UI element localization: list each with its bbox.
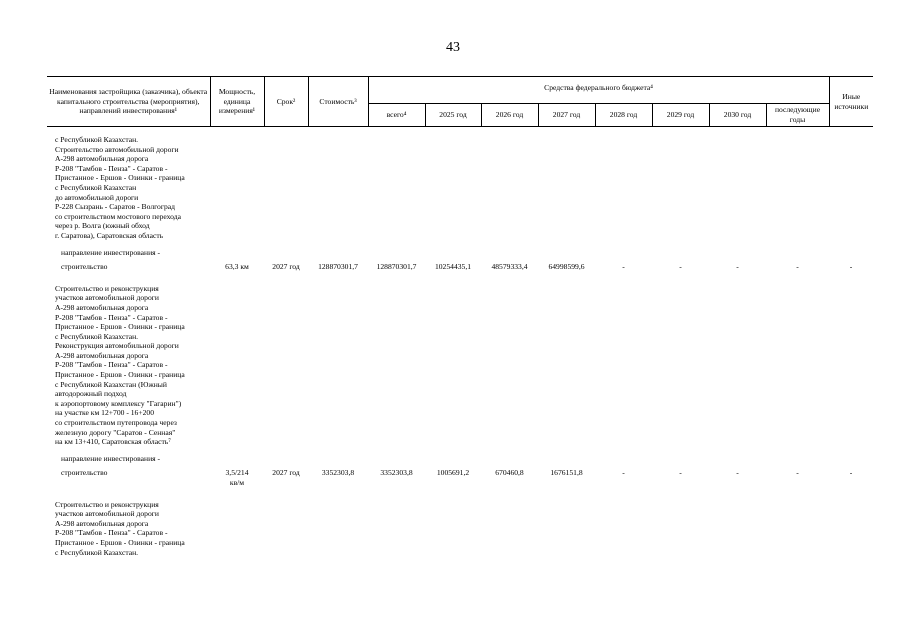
value-2026: 670460,8 bbox=[495, 468, 524, 478]
header-term: Срок² bbox=[264, 77, 308, 127]
header-2028: 2028 год bbox=[595, 104, 652, 127]
header-later-years: последующие годы bbox=[766, 104, 829, 127]
header-total: всего⁴ bbox=[368, 104, 425, 127]
investment-direction: направление инвестирования - bbox=[61, 247, 161, 257]
header-name: Наименования застройщика (заказчика), объекта капитального строительства (мероприятия), направлений инвестирования¹ bbox=[47, 77, 210, 127]
header-2025: 2025 год bbox=[425, 104, 481, 127]
header-2026: 2026 год bbox=[481, 104, 538, 127]
header-2027: 2027 год bbox=[538, 104, 595, 127]
value-2027: 1676151,8 bbox=[550, 468, 583, 478]
term-value: 2027 год bbox=[272, 262, 300, 272]
value-2025: 1005691,2 bbox=[436, 468, 470, 478]
value-later: - bbox=[796, 262, 799, 272]
header-capacity: Мощность, единица измерения¹ bbox=[210, 77, 264, 127]
object-name: с Республикой Казахстан. Строительство автомобильной дороги А-298 автомобильная дорога Р-208 "Тамбов - Пенза" - Саратов - Пристанное - Ершов - Озинки - граница с Республикой Казахстан до автомобильной дороги Р-228 Сызрань - Саратов - Волгоград со строительством мостового перехода через р. Волга (южный обход г. Саратова), Саратовская область bbox=[55, 135, 185, 240]
investment-table bbox=[47, 76, 873, 557]
cost-value: 128870301,7 bbox=[318, 262, 358, 272]
value-later: - bbox=[796, 468, 799, 478]
header-other-sources: Иные источники bbox=[829, 77, 873, 127]
value-2028: - bbox=[622, 468, 625, 478]
table-row bbox=[47, 135, 873, 241]
table-row bbox=[47, 500, 873, 558]
value-2030: - bbox=[736, 262, 739, 272]
total-value: 128870301,7 bbox=[376, 262, 417, 272]
header-federal-budget: Средства федерального бюджета⁴ bbox=[368, 77, 829, 104]
value-2026: 48579333,4 bbox=[491, 262, 528, 272]
object-name: Строительство и реконструкция участков автомобильной дороги А-298 автомобильная дорога Р-208 "Тамбов - Пенза" - Саратов - Пристанное - Ершов - Озинки - граница с Республикой Казахстан. bbox=[55, 499, 185, 557]
header-2030: 2030 год bbox=[709, 104, 766, 127]
table-row bbox=[47, 257, 873, 272]
capacity-value: 63,3 км bbox=[225, 262, 249, 272]
header-2029: 2029 год bbox=[652, 104, 709, 127]
value-2029: - bbox=[679, 262, 682, 272]
table-row bbox=[47, 447, 873, 464]
investment-kind: строительство bbox=[61, 262, 108, 272]
capacity-value: 3,5/214 кв/м bbox=[225, 468, 249, 487]
cost-value: 3352303,8 bbox=[321, 468, 355, 478]
header-cost: Стоимость³ bbox=[308, 77, 368, 127]
term-value: 2027 год bbox=[272, 468, 300, 478]
value-2029: - bbox=[679, 468, 682, 478]
page-number: 43 bbox=[446, 40, 460, 55]
table-row bbox=[47, 284, 873, 447]
investment-direction: направление инвестирования - bbox=[61, 453, 161, 463]
value-2025: 10254435,1 bbox=[434, 262, 472, 272]
value-other: - bbox=[849, 468, 853, 478]
value-other: - bbox=[849, 262, 853, 272]
value-2030: - bbox=[736, 468, 739, 478]
investment-kind: строительство bbox=[61, 468, 108, 478]
value-2027: 64998599,6 bbox=[548, 262, 585, 272]
object-name: Строительство и реконструкция участков автомобильной дороги А-298 автомобильная дорога Р-208 "Тамбов - Пенза" - Саратов - Пристанное - Ершов - Озинки - граница с Республикой Казахстан. Реконструкция автомобильной дороги А-298 автомобильная дорога Р-208 "Тамбов - Пенза" - Саратов - Пристанное - Ершов - Озинки - граница с Республикой Казахстан (Южный автодорожный подход к аэропортовому комплексу "Гагарин") на участке км 12+700 - 16+200 со строительством путепровода через железную дорогу "Саратов - Сенная" на км 13+410, Саратовская область⁷ bbox=[55, 283, 185, 447]
value-2028: - bbox=[622, 262, 625, 272]
table-row bbox=[47, 241, 873, 258]
total-value: 3352303,8 bbox=[380, 468, 413, 478]
table-row bbox=[47, 463, 873, 487]
